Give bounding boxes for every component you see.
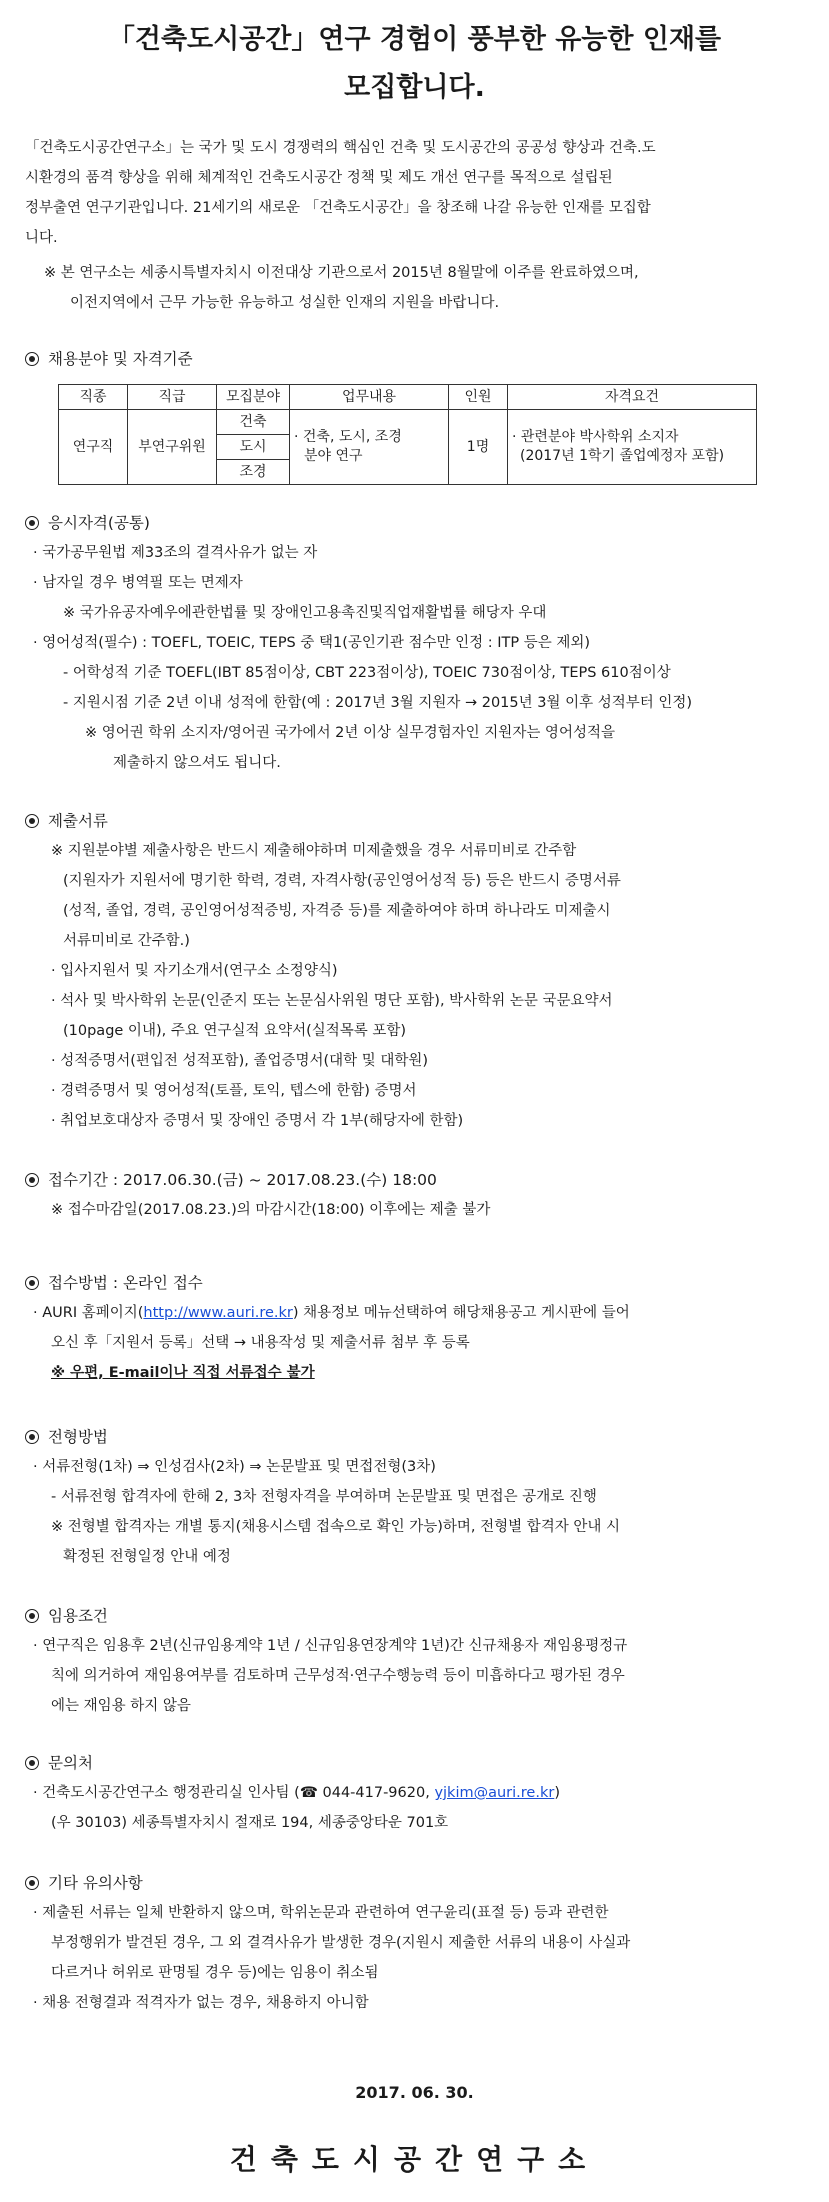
contact-email-link[interactable]: yjkim@auri.re.kr xyxy=(434,1785,555,1801)
no-mail-notice: ※ 우편, E-mail이나 직접 서류접수 불가 xyxy=(51,1365,315,1381)
documents-line: · 성적증명서(편입전 성적포함), 졸업증명서(대학 및 대학원) xyxy=(51,1053,429,1069)
count-cell: 1명 xyxy=(449,410,508,485)
conditions-line: · 연구직은 임용후 2년(신규임용계약 1년 / 신규임용연장계약 1년)간 신규채용자 재임용평정규 xyxy=(33,1638,628,1654)
conditions-heading-text: 임용조건 xyxy=(48,1607,108,1625)
conditions-heading xyxy=(25,1601,815,1631)
circle-bullet-icon xyxy=(25,352,39,366)
documents-line: · 입사지원서 및 자기소개서(연구소 소정양식) xyxy=(51,963,338,979)
intro-paragraph xyxy=(25,133,795,253)
contact-section xyxy=(25,1748,815,1838)
misc-line: · 채용 전형결과 적격자가 없는 경우, 채용하지 아니함 xyxy=(33,1995,369,2011)
contact-text: · 건축도시공간연구소 행정관리실 인사팀 (☎ 044-417-9620, xyxy=(33,1785,435,1801)
documents-heading-text: 제출서류 xyxy=(48,812,108,830)
table-row xyxy=(59,410,757,435)
process-line: ※ 전형별 합격자는 개별 통지(채용시스템 접속으로 확인 가능)하며, 전형별 합격자 안내 시 xyxy=(51,1519,621,1535)
eligibility-line: - 어학성적 기준 TOEFL(IBT 85점이상, CBT 223점이상), TOEIC 730점이상, TEPS 610점이상 xyxy=(63,665,671,681)
eligibility-line: ※ 국가유공자예우에관한법률 및 장애인고용촉진및직업재활법률 해당자 우대 xyxy=(63,605,547,621)
duty-line: 분야 연구 xyxy=(304,448,363,464)
method-line xyxy=(25,1358,815,1388)
circle-bullet-icon xyxy=(25,1609,39,1623)
eligibility-section xyxy=(25,508,815,778)
documents-line: · 경력증명서 및 영어성적(토플, 토익, 텝스에 한함) 증명서 xyxy=(51,1083,417,1099)
recruitment-table xyxy=(58,384,757,485)
table-header-cell: 직급 xyxy=(128,385,217,410)
documents-line: ※ 지원분야별 제출사항은 반드시 제출해야하며 미제출했을 경우 서류미비로 간주함 xyxy=(51,843,577,859)
circle-bullet-icon xyxy=(25,1276,39,1290)
table-header-cell: 인원 xyxy=(449,385,508,410)
relocation-note-line2: 이전지역에서 근무 가능한 유능하고 성실한 인재의 지원을 바랍니다. xyxy=(70,295,500,311)
table-header-cell: 모집분야 xyxy=(217,385,290,410)
conditions-line: 칙에 의거하여 재임용여부를 검토하며 근무성적·연구수행능력 등이 미흡하다고 평가된 경우 xyxy=(51,1668,625,1684)
process-line: · 서류전형(1차) ⇒ 인성검사(2차) ⇒ 논문발표 및 면접전형(3차) xyxy=(33,1459,436,1475)
contact-address: (우 30103) 세종특별자치시 절재로 194, 세종중앙타운 701호 xyxy=(51,1815,449,1831)
eligibility-line: ※ 영어권 학위 소지자/영어권 국가에서 2년 이상 실무경험자인 지원자는 영어성적을 xyxy=(85,725,615,741)
duty-line: · 건축, 도시, 조경 xyxy=(294,429,402,445)
misc-line: · 제출된 서류는 일체 반환하지 않으며, 학위논문과 관련하여 연구윤리(표절 등) 등과 관련한 xyxy=(33,1905,609,1921)
misc-section xyxy=(25,1868,815,2018)
method-section xyxy=(25,1268,815,1388)
eligibility-heading xyxy=(25,508,815,538)
documents-line: (10page 이내), 주요 연구실적 요약서(실적목록 포함) xyxy=(63,1023,407,1039)
period-heading xyxy=(25,1165,815,1195)
misc-heading-text: 기타 유의사항 xyxy=(48,1874,143,1892)
contact-heading xyxy=(25,1748,815,1778)
posting-date: 2017. 06. 30. xyxy=(355,2083,474,2102)
table-header-cell: 업무내용 xyxy=(290,385,449,410)
homepage-link[interactable]: http://www.auri.re.kr xyxy=(143,1305,293,1321)
job-type-cell: 연구직 xyxy=(59,410,128,485)
intro-line: 시환경의 품격 향상을 위해 체계적인 건축도시공간 정책 및 제도 개선 연구를 목적으로 설립된 xyxy=(25,170,613,186)
misc-heading xyxy=(25,1868,815,1898)
table-header-row xyxy=(59,385,757,410)
intro-line: 니다. xyxy=(25,230,58,246)
circle-bullet-icon xyxy=(25,814,39,828)
organization-name: 건축도시공간연구소 xyxy=(229,2143,600,2176)
eligibility-line: - 지원시점 기준 2년 이내 성적에 한함(예 : 2017년 3월 지원자 → 2015년 3월 이후 성적부터 인정) xyxy=(63,695,693,711)
method-text: · AURI 홈페이지( xyxy=(33,1305,144,1321)
process-section xyxy=(25,1422,815,1572)
contact-line xyxy=(25,1778,815,1808)
field-cell: 건축 xyxy=(217,410,290,435)
eligibility-line: · 남자일 경우 병역필 또는 면제자 xyxy=(33,575,243,591)
period-note: ※ 접수마감일(2017.08.23.)의 마감시간(18:00) 이후에는 제출 불가 xyxy=(51,1202,491,1218)
eligibility-line: · 국가공무원법 제33조의 결격사유가 없는 자 xyxy=(33,545,318,561)
misc-line: 다르거나 허위로 판명될 경우 등)에는 임용이 취소됨 xyxy=(51,1965,379,1981)
qualification-line: · 관련분야 박사학위 소지자 xyxy=(512,429,679,445)
period-heading-text: 접수기간 : 2017.06.30.(금) ~ 2017.08.23.(수) 18:00 xyxy=(48,1171,437,1189)
method-heading-text: 접수방법 : 온라인 접수 xyxy=(48,1274,203,1292)
circle-bullet-icon xyxy=(25,1756,39,1770)
method-line xyxy=(25,1298,815,1328)
documents-line: 서류미비로 간주함.) xyxy=(63,933,190,949)
period-section xyxy=(25,1165,815,1225)
field-cell: 조경 xyxy=(217,460,290,485)
documents-line: (성적, 졸업, 경력, 공인영어성적증빙, 자격증 등)를 제출하여야 하며 하나라도 미제출시 xyxy=(63,903,611,919)
conditions-line: 에는 재임용 하지 않음 xyxy=(51,1698,191,1714)
recruitment-section xyxy=(25,344,815,374)
documents-line: · 석사 및 박사학위 논문(인준지 또는 논문심사위원 명단 포함), 박사학위 논문 국문요약서 xyxy=(51,993,613,1009)
intro-line: 「건축도시공간연구소」는 국가 및 도시 경쟁력의 핵심인 건축 및 도시공간의 공공성 향상과 건축.도 xyxy=(25,140,656,156)
table-header-cell: 직종 xyxy=(59,385,128,410)
recruitment-heading-text: 채용분야 및 자격기준 xyxy=(48,350,193,368)
circle-bullet-icon xyxy=(25,516,39,530)
field-cell: 도시 xyxy=(217,435,290,460)
page-title-line1: 「건축도시공간」연구 경험이 풍부한 유능한 인재를 xyxy=(107,24,722,55)
documents-heading xyxy=(25,806,815,836)
rank-cell: 부연구위원 xyxy=(128,410,217,485)
eligibility-heading-text: 응시자격(공통) xyxy=(48,514,150,532)
conditions-section xyxy=(25,1601,815,1721)
duty-cell xyxy=(290,410,449,485)
process-line: - 서류전형 합격자에 한해 2, 3차 전형자격을 부여하며 논문발표 및 면접은 공개로 진행 xyxy=(51,1489,597,1505)
eligibility-line: 제출하지 않으셔도 됩니다. xyxy=(113,755,281,771)
process-heading xyxy=(25,1422,815,1452)
documents-line: (지원자가 지원서에 명기한 학력, 경력, 자격사항(공인영어성적 등) 등은 반드시 증명서류 xyxy=(63,873,621,889)
circle-bullet-icon xyxy=(25,1173,39,1187)
misc-line: 부정행위가 발견된 경우, 그 외 결격사유가 발생한 경우(지원시 제출한 서류의 내용이 사실과 xyxy=(51,1935,631,1951)
process-line: 확정된 전형일정 안내 예정 xyxy=(63,1549,231,1565)
contact-heading-text: 문의처 xyxy=(48,1754,93,1772)
contact-text: ) xyxy=(554,1785,560,1801)
qualification-cell xyxy=(508,410,757,485)
relocation-note-line1: ※ 본 연구소는 세종시특별자치시 이전대상 기관으로서 2015년 8월말에 이주를 완료하였으며, xyxy=(44,265,639,281)
qualification-line: (2017년 1학기 졸업예정자 포함) xyxy=(520,448,725,464)
recruitment-heading xyxy=(25,344,815,374)
circle-bullet-icon xyxy=(25,1876,39,1890)
documents-line: · 취업보호대상자 증명서 및 장애인 증명서 각 1부(해당자에 한함) xyxy=(51,1113,464,1129)
method-text: ) 채용정보 메뉴선택하여 해당채용공고 게시판에 들어 xyxy=(292,1305,630,1321)
eligibility-line: · 영어성적(필수) : TOEFL, TOEIC, TEPS 중 택1(공인기관 점수만 인정 : ITP 등은 제외) xyxy=(33,635,591,651)
method-heading xyxy=(25,1268,815,1298)
intro-line: 정부출연 연구기관입니다. 21세기의 새로운 「건축도시공간」을 창조해 나갈 유능한 인재를 모집합 xyxy=(25,200,651,216)
page-title-line2: 모집합니다. xyxy=(344,72,485,103)
table-header-cell: 자격요건 xyxy=(508,385,757,410)
method-line: 오신 후「지원서 등록」선택 → 내용작성 및 제출서류 첨부 후 등록 xyxy=(51,1335,470,1351)
documents-section xyxy=(25,806,815,1136)
process-heading-text: 전형방법 xyxy=(48,1428,108,1446)
circle-bullet-icon xyxy=(25,1430,39,1444)
